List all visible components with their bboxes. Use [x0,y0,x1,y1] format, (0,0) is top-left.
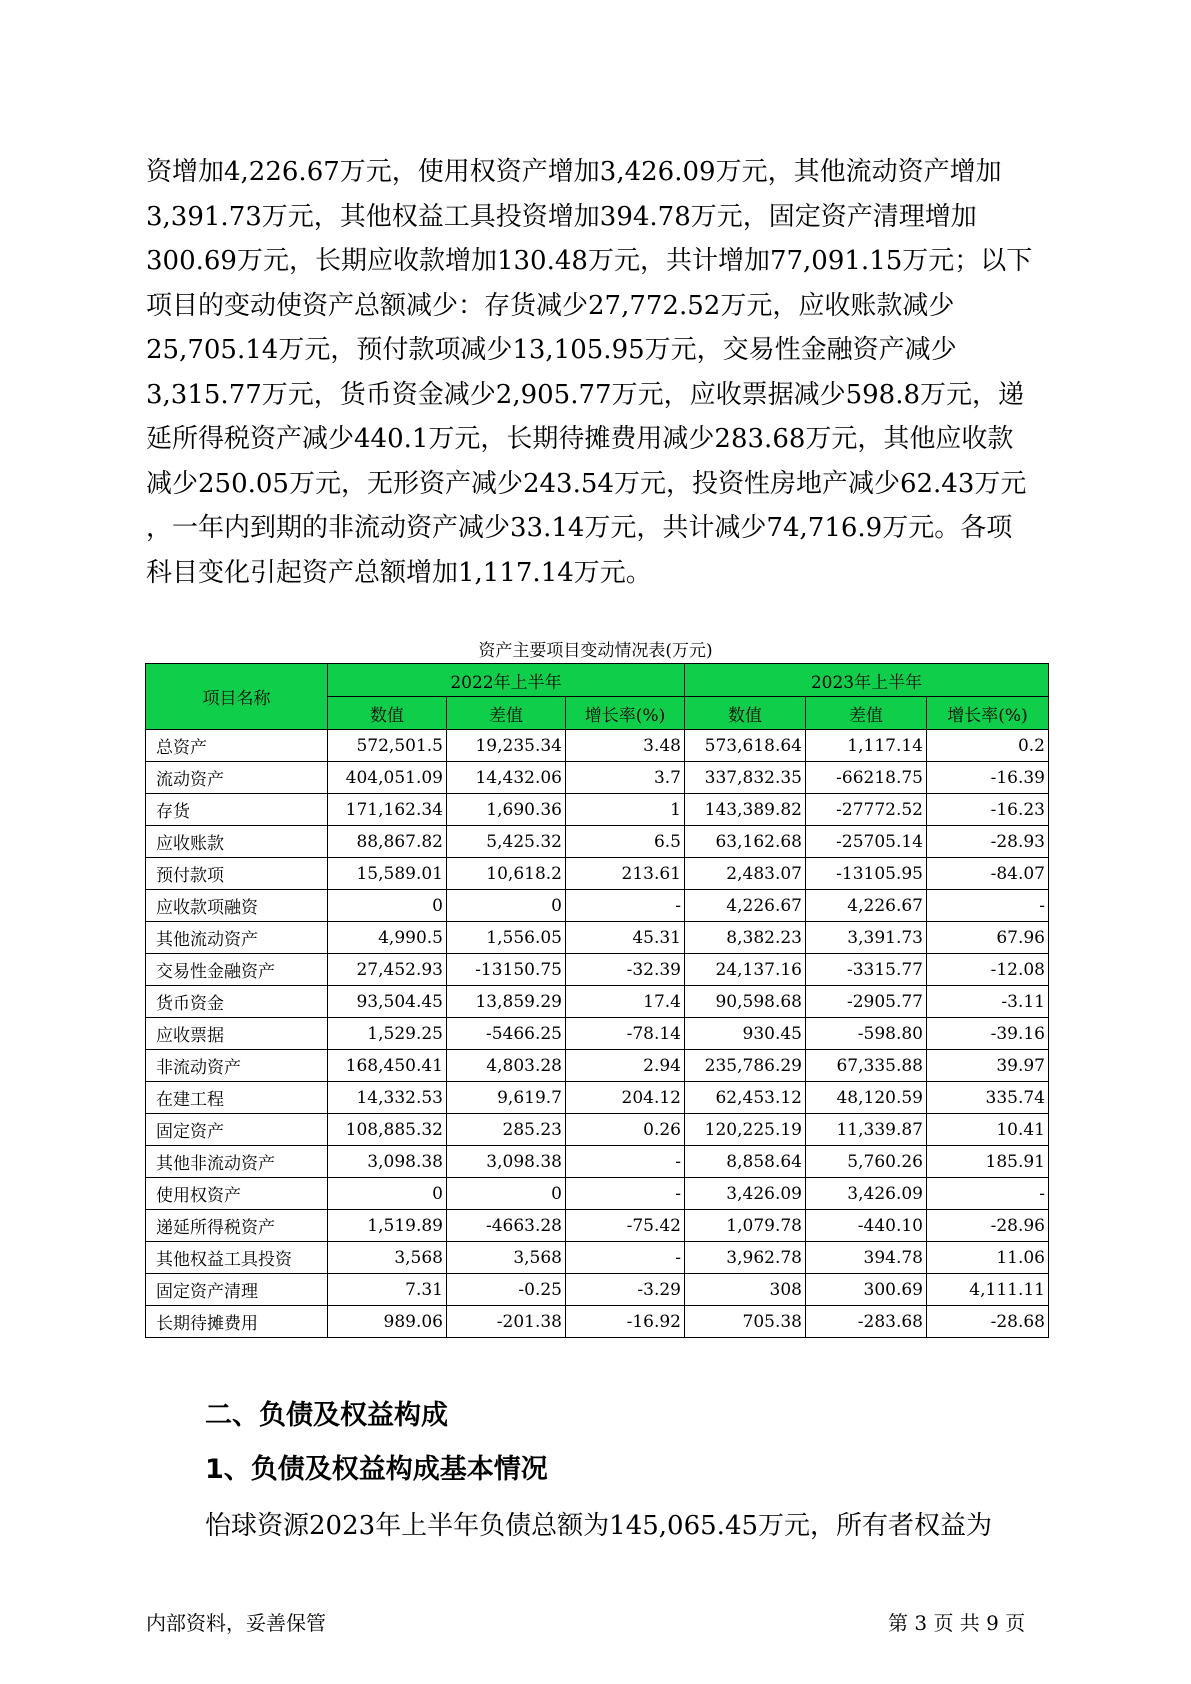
cell: 14,332.53 [328,1082,447,1114]
table-caption: 资产主要项目变动情况表(万元) [478,641,713,661]
table-body [146,730,1049,1338]
paragraph-line: 资增加4,226.67万元，使用权资产增加3,426.09万元，其他流动资产增加 [146,157,1002,187]
cell: 3,568 [447,1242,566,1274]
cell: -5466.25 [447,1018,566,1050]
subsection-heading: 1、负债及权益构成基本情况 [205,1454,548,1485]
cell: 4,990.5 [328,922,447,954]
cell: 62,453.12 [685,1082,806,1114]
cell: -2905.77 [806,986,927,1018]
cell: 8,858.64 [685,1146,806,1178]
row-name: 其他流动资产 [146,922,328,954]
row-name: 其他非流动资产 [146,1146,328,1178]
row-name: 流动资产 [146,762,328,794]
header-rate: 增长率(%) [566,697,685,730]
header-rate: 增长率(%) [927,697,1049,730]
paragraph-line: ，一年内到期的非流动资产减少33.14万元，共计减少74,716.9万元。各项 [146,513,1013,543]
header-value: 数值 [328,697,447,730]
cell: 404,051.09 [328,762,447,794]
cell: 67,335.88 [806,1050,927,1082]
cell: 88,867.82 [328,826,447,858]
cell: 10.41 [927,1114,1049,1146]
cell: 3.7 [566,762,685,794]
cell: 11.06 [927,1242,1049,1274]
table-row [146,1242,1049,1274]
cell: - [927,1178,1049,1210]
cell: 2.94 [566,1050,685,1082]
cell: 17.4 [566,986,685,1018]
cell: 308 [685,1274,806,1306]
cell: 1,556.05 [447,922,566,954]
cell: -28.93 [927,826,1049,858]
body-text: 怡球资源2023年上半年负债总额为145,065.45万元，所有者权益为 [205,1511,993,1541]
paragraph-line: 科目变化引起资产总额增加1,117.14万元。 [146,557,652,588]
cell: 48,120.59 [806,1082,927,1114]
cell: 5,760.26 [806,1146,927,1178]
cell: 3,391.73 [806,922,927,954]
cell: -201.38 [447,1306,566,1338]
table-row [146,1146,1049,1178]
cell: -66218.75 [806,762,927,794]
cell: 3,098.38 [447,1146,566,1178]
paragraph-line: 项目的变动使资产总额减少：存货减少27,772.52万元，应收账款减少 [146,290,955,321]
cell: 394.78 [806,1242,927,1274]
cell: 67.96 [927,922,1049,954]
cell: 7.31 [328,1274,447,1306]
table-row [146,1306,1049,1338]
cell: 300.69 [806,1274,927,1306]
row-name: 总资产 [146,730,328,762]
table-row [146,986,1049,1018]
cell: 989.06 [328,1306,447,1338]
cell: 4,803.28 [447,1050,566,1082]
cell: -0.25 [447,1274,566,1306]
cell: - [566,890,685,922]
cell: -12.08 [927,954,1049,986]
cell: 171,162.34 [328,794,447,826]
header-diff: 差值 [447,697,566,730]
row-name: 在建工程 [146,1082,328,1114]
cell: 5,425.32 [447,826,566,858]
cell: -598.80 [806,1018,927,1050]
row-name: 交易性金融资产 [146,954,328,986]
cell: 3.48 [566,730,685,762]
cell: - [566,1242,685,1274]
row-name: 应收账款 [146,826,328,858]
cell: 13,859.29 [447,986,566,1018]
cell: -16.92 [566,1306,685,1338]
cell: 3,098.38 [328,1146,447,1178]
table-row [146,890,1049,922]
cell: 1,690.36 [447,794,566,826]
table-row [146,858,1049,890]
row-name: 递延所得税资产 [146,1210,328,1242]
cell: 45.31 [566,922,685,954]
table-row [146,1018,1049,1050]
cell: -3.29 [566,1274,685,1306]
cell: -32.39 [566,954,685,986]
cell: 143,389.82 [685,794,806,826]
table-row [146,1178,1049,1210]
paragraph-line: 3,315.77万元，货币资金减少2,905.77万元，应收票据减少598.8万元，递 [146,379,1024,410]
row-name: 非流动资产 [146,1050,328,1082]
cell: 335.74 [927,1082,1049,1114]
cell: 0.26 [566,1114,685,1146]
table-row [146,922,1049,954]
paragraph-line: 25,705.14万元，预付款项减少13,105.95万元，交易性金融资产减少 [146,335,957,365]
cell: 93,504.45 [328,986,447,1018]
cell: 10,618.2 [447,858,566,890]
table-row [146,954,1049,986]
cell: 8,382.23 [685,922,806,954]
cell: - [566,1146,685,1178]
cell: -440.10 [806,1210,927,1242]
table-row [146,826,1049,858]
cell: -25705.14 [806,826,927,858]
row-name: 预付款项 [146,858,328,890]
cell: 39.97 [927,1050,1049,1082]
cell: 168,450.41 [328,1050,447,1082]
cell: 1,519.89 [328,1210,447,1242]
cell: -4663.28 [447,1210,566,1242]
cell: 19,235.34 [447,730,566,762]
footer-page-number: 第 3 页 共 9 页 [888,1611,1026,1635]
table-row [146,1210,1049,1242]
cell: 3,426.09 [685,1178,806,1210]
cell: 9,619.7 [447,1082,566,1114]
row-name: 固定资产清理 [146,1274,328,1306]
cell: 213.61 [566,858,685,890]
asset-change-paragraph [146,150,1046,595]
cell: 2,483.07 [685,858,806,890]
cell: -39.16 [927,1018,1049,1050]
cell: 90,598.68 [685,986,806,1018]
row-name: 存货 [146,794,328,826]
cell: 1,079.78 [685,1210,806,1242]
cell: 24,137.16 [685,954,806,986]
cell: 0.2 [927,730,1049,762]
row-name: 固定资产 [146,1114,328,1146]
cell: -283.68 [806,1306,927,1338]
header-value: 数值 [685,697,806,730]
cell: -75.42 [566,1210,685,1242]
cell: 4,226.67 [806,890,927,922]
cell: 15,589.01 [328,858,447,890]
table-row [146,1274,1049,1306]
cell: -84.07 [927,858,1049,890]
table-row [146,762,1049,794]
cell: - [566,1178,685,1210]
cell: 3,568 [328,1242,447,1274]
header-item-name: 项目名称 [146,664,328,730]
cell: 0 [447,890,566,922]
cell: 27,452.93 [328,954,447,986]
row-name: 应收票据 [146,1018,328,1050]
table-row [146,1114,1049,1146]
footer-confidential-note: 内部资料，妥善保管 [146,1611,326,1635]
table-row [146,1082,1049,1114]
cell: 0 [328,1178,447,1210]
paragraph-line: 3,391.73万元，其他权益工具投资增加394.78万元，固定资产清理增加 [146,201,977,232]
header-diff: 差值 [806,697,927,730]
cell: 930.45 [685,1018,806,1050]
cell: 11,339.87 [806,1114,927,1146]
paragraph-line: 延所得税资产减少440.1万元，长期待摊费用减少283.68万元，其他应收款 [146,424,1014,454]
cell: 1 [566,794,685,826]
cell: 705.38 [685,1306,806,1338]
cell: 1,529.25 [328,1018,447,1050]
cell: 573,618.64 [685,730,806,762]
cell: 4,226.67 [685,890,806,922]
paragraph-line: 减少250.05万元，无形资产减少243.54万元，投资性房地产减少62.43万元 [146,468,1027,499]
cell: 6.5 [566,826,685,858]
row-name: 长期待摊费用 [146,1306,328,1338]
cell: -78.14 [566,1018,685,1050]
cell: 63,162.68 [685,826,806,858]
cell: -13105.95 [806,858,927,890]
cell: 14,432.06 [447,762,566,794]
cell: 337,832.35 [685,762,806,794]
cell: 185.91 [927,1146,1049,1178]
cell: - [927,890,1049,922]
cell: 3,962.78 [685,1242,806,1274]
row-name: 应收款项融资 [146,890,328,922]
cell: 204.12 [566,1082,685,1114]
paragraph-line: 300.69万元，长期应收款增加130.48万元，共计增加77,091.15万元；以下 [146,246,1033,276]
cell: 0 [447,1178,566,1210]
cell: 120,225.19 [685,1114,806,1146]
cell: -28.96 [927,1210,1049,1242]
cell: 285.23 [447,1114,566,1146]
cell: -16.39 [927,762,1049,794]
header-period-2023: 2023年上半年 [685,664,1049,697]
header-period-2022: 2022年上半年 [328,664,685,697]
cell: 108,885.32 [328,1114,447,1146]
cell: -13150.75 [447,954,566,986]
asset-change-table [145,663,1049,1338]
cell: 3,426.09 [806,1178,927,1210]
cell: 0 [328,890,447,922]
table-row [146,1050,1049,1082]
cell: 4,111.11 [927,1274,1049,1306]
cell: -3315.77 [806,954,927,986]
cell: 235,786.29 [685,1050,806,1082]
cell: -16.23 [927,794,1049,826]
section-heading: 二、负债及权益构成 [205,1400,448,1431]
row-name: 货币资金 [146,986,328,1018]
row-name: 使用权资产 [146,1178,328,1210]
table-row [146,794,1049,826]
cell: 1,117.14 [806,730,927,762]
row-name: 其他权益工具投资 [146,1242,328,1274]
cell: -3.11 [927,986,1049,1018]
cell: -27772.52 [806,794,927,826]
table-row [146,730,1049,762]
cell: 572,501.5 [328,730,447,762]
cell: -28.68 [927,1306,1049,1338]
